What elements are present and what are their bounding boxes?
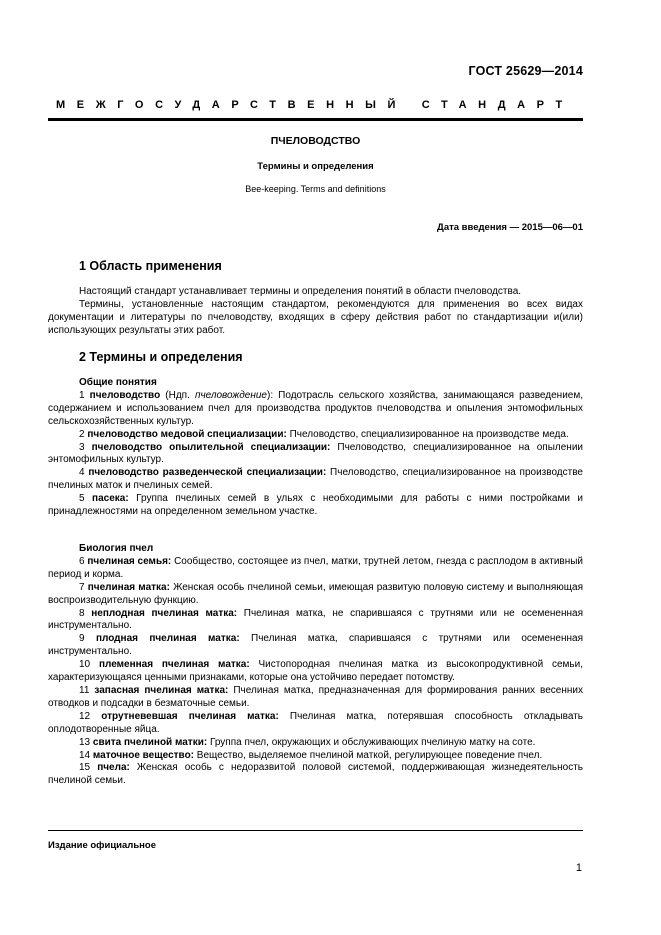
term: пасека:	[92, 493, 129, 505]
term-entry: 13 свита пчелиной матки: Группа пчел, окружающих и обслуживающих пчелиную матку на соте.	[79, 736, 536, 748]
term-entry: 6 пчелиная семья: Сообщество, состоящее из пчел, матки, трутней летом, гнезда с расплодом в активный период и корма.	[48, 555, 584, 580]
term-entry: 14 маточное вещество: Вещество, выделяемое пчелиной маткой, регулирующее поведение пчел.	[79, 749, 543, 761]
term-entry: 5 пасека: Группа пчелиных семей в ульях с необходимыми для работы с ними постройками и принадлежностями на определенном земельном участке.	[48, 493, 584, 518]
term-entry: 8 неплодная пчелиная матка: Пчелиная матка, не спарившаяся с трутнями или не осемененная инструментально.	[48, 607, 583, 632]
deprecated-term: пчеловождение	[194, 389, 267, 401]
intro-date: Дата введения — 2015—06—01	[437, 222, 583, 233]
top-rule	[48, 118, 583, 121]
term-entry: 15 пчела: Женская особь с недоразвитой половой системой, поддерживающая жизнедеятельность пчелиной семьи.	[48, 762, 584, 787]
term: племенная пчелиная матка:	[98, 659, 250, 671]
term: пчелиная семья:	[87, 555, 172, 567]
paragraph: Настоящий стандарт устанавливает термины и определения понятий в области пчеловодства.	[79, 286, 522, 297]
document-english-title: Bee-keeping. Terms and definitions	[245, 184, 386, 194]
section-1-heading: 1 Область применения	[79, 259, 222, 273]
term: пчеловодство	[89, 389, 161, 401]
term-entry: 9 плодная пчелиная матка: Пчелиная матка, спарившаяся с трутнями или осемененная инструментально.	[48, 633, 584, 658]
term: пчела:	[97, 762, 130, 774]
footer-rule	[48, 830, 583, 831]
term-entry: 1 пчеловодство (Ндп. пчеловождение): Подотрасль сельского хозяйства, занимающаяся разведением, содержанием и использованием пчел для производства продуктов пчеловодства и опыления энтомофильных сельскохозяйственных культур.	[48, 389, 583, 427]
term: свита пчелиной матки:	[92, 736, 208, 748]
term: пчелиная матка:	[87, 581, 170, 593]
term: маточное вещество:	[92, 749, 195, 761]
general-concepts-block	[48, 377, 583, 519]
gost-number: ГОСТ 25629—2014	[468, 64, 583, 78]
term: пчеловодство медовой специализации:	[87, 428, 287, 440]
term-entry: 10 племенная пчелиная матка: Чистопородная пчелиная матка из высокопродуктивной семьи, характеризующаяся ценными признаками, которые она устойчиво передает потомству.	[48, 659, 584, 684]
term-entry: 7 пчелиная матка: Женская особь пчелиной семьи, имеющая развитую половую систему и выполняющая воспроизводительную функцию.	[48, 581, 584, 606]
general-concepts-heading: Общие понятия	[79, 377, 157, 388]
document-title: ПЧЕЛОВОДСТВО	[270, 135, 361, 147]
term-entry: 11 запасная пчелиная матка: Пчелиная матка, предназначенная для формирования ранних весенних отводков и подсадки в безматочные семьи.	[48, 684, 583, 709]
document-subtitle: Термины и определения	[257, 161, 374, 172]
bee-biology-heading: Биология пчел	[79, 543, 154, 554]
official-edition-label: Издание официальное	[48, 840, 156, 851]
term-entry: 4 пчеловодство разведенческой специализации: Пчеловодство, специализированное на производстве пчелиных маток и пчелиных семей.	[48, 467, 583, 492]
term: пчеловодство разведенческой специализации:	[88, 467, 327, 479]
section-1-body	[48, 286, 583, 338]
section-2-heading: 2 Термины и определения	[79, 350, 243, 364]
term: запасная пчелиная матка:	[94, 684, 229, 696]
term: неплодная пчелиная матка:	[91, 607, 238, 619]
term: плодная пчелиная матка:	[95, 633, 240, 645]
paragraph: Термины, установленные настоящим стандартом, рекомендуются для применения во всех видах документации и литературы по пчеловодству, входящих в сферу действия работ по стандартизации и(или) использующих результаты этих работ.	[48, 298, 583, 336]
interstate-standard-heading: МЕЖГОСУДАРСТВЕННЫЙ СТАНДАРТ	[56, 99, 574, 111]
term-entry: 12 отрутневевшая пчелиная матка: Пчелиная матка, потерявшая способность откладывать оплодотворенные яйца.	[48, 710, 583, 735]
bee-biology-block	[48, 543, 583, 788]
term: отрутневевшая пчелиная матка:	[101, 710, 279, 722]
page-number: 1	[575, 862, 582, 874]
term-entry: 2 пчеловодство медовой специализации: Пчеловодство, специализированное на производстве меда.	[79, 428, 569, 440]
term: пчеловодство опылительной специализации:	[91, 441, 331, 453]
term-entry: 3 пчеловодство опылительной специализации: Пчеловодство, специализированное на опылении энтомофильных культур.	[48, 441, 583, 466]
